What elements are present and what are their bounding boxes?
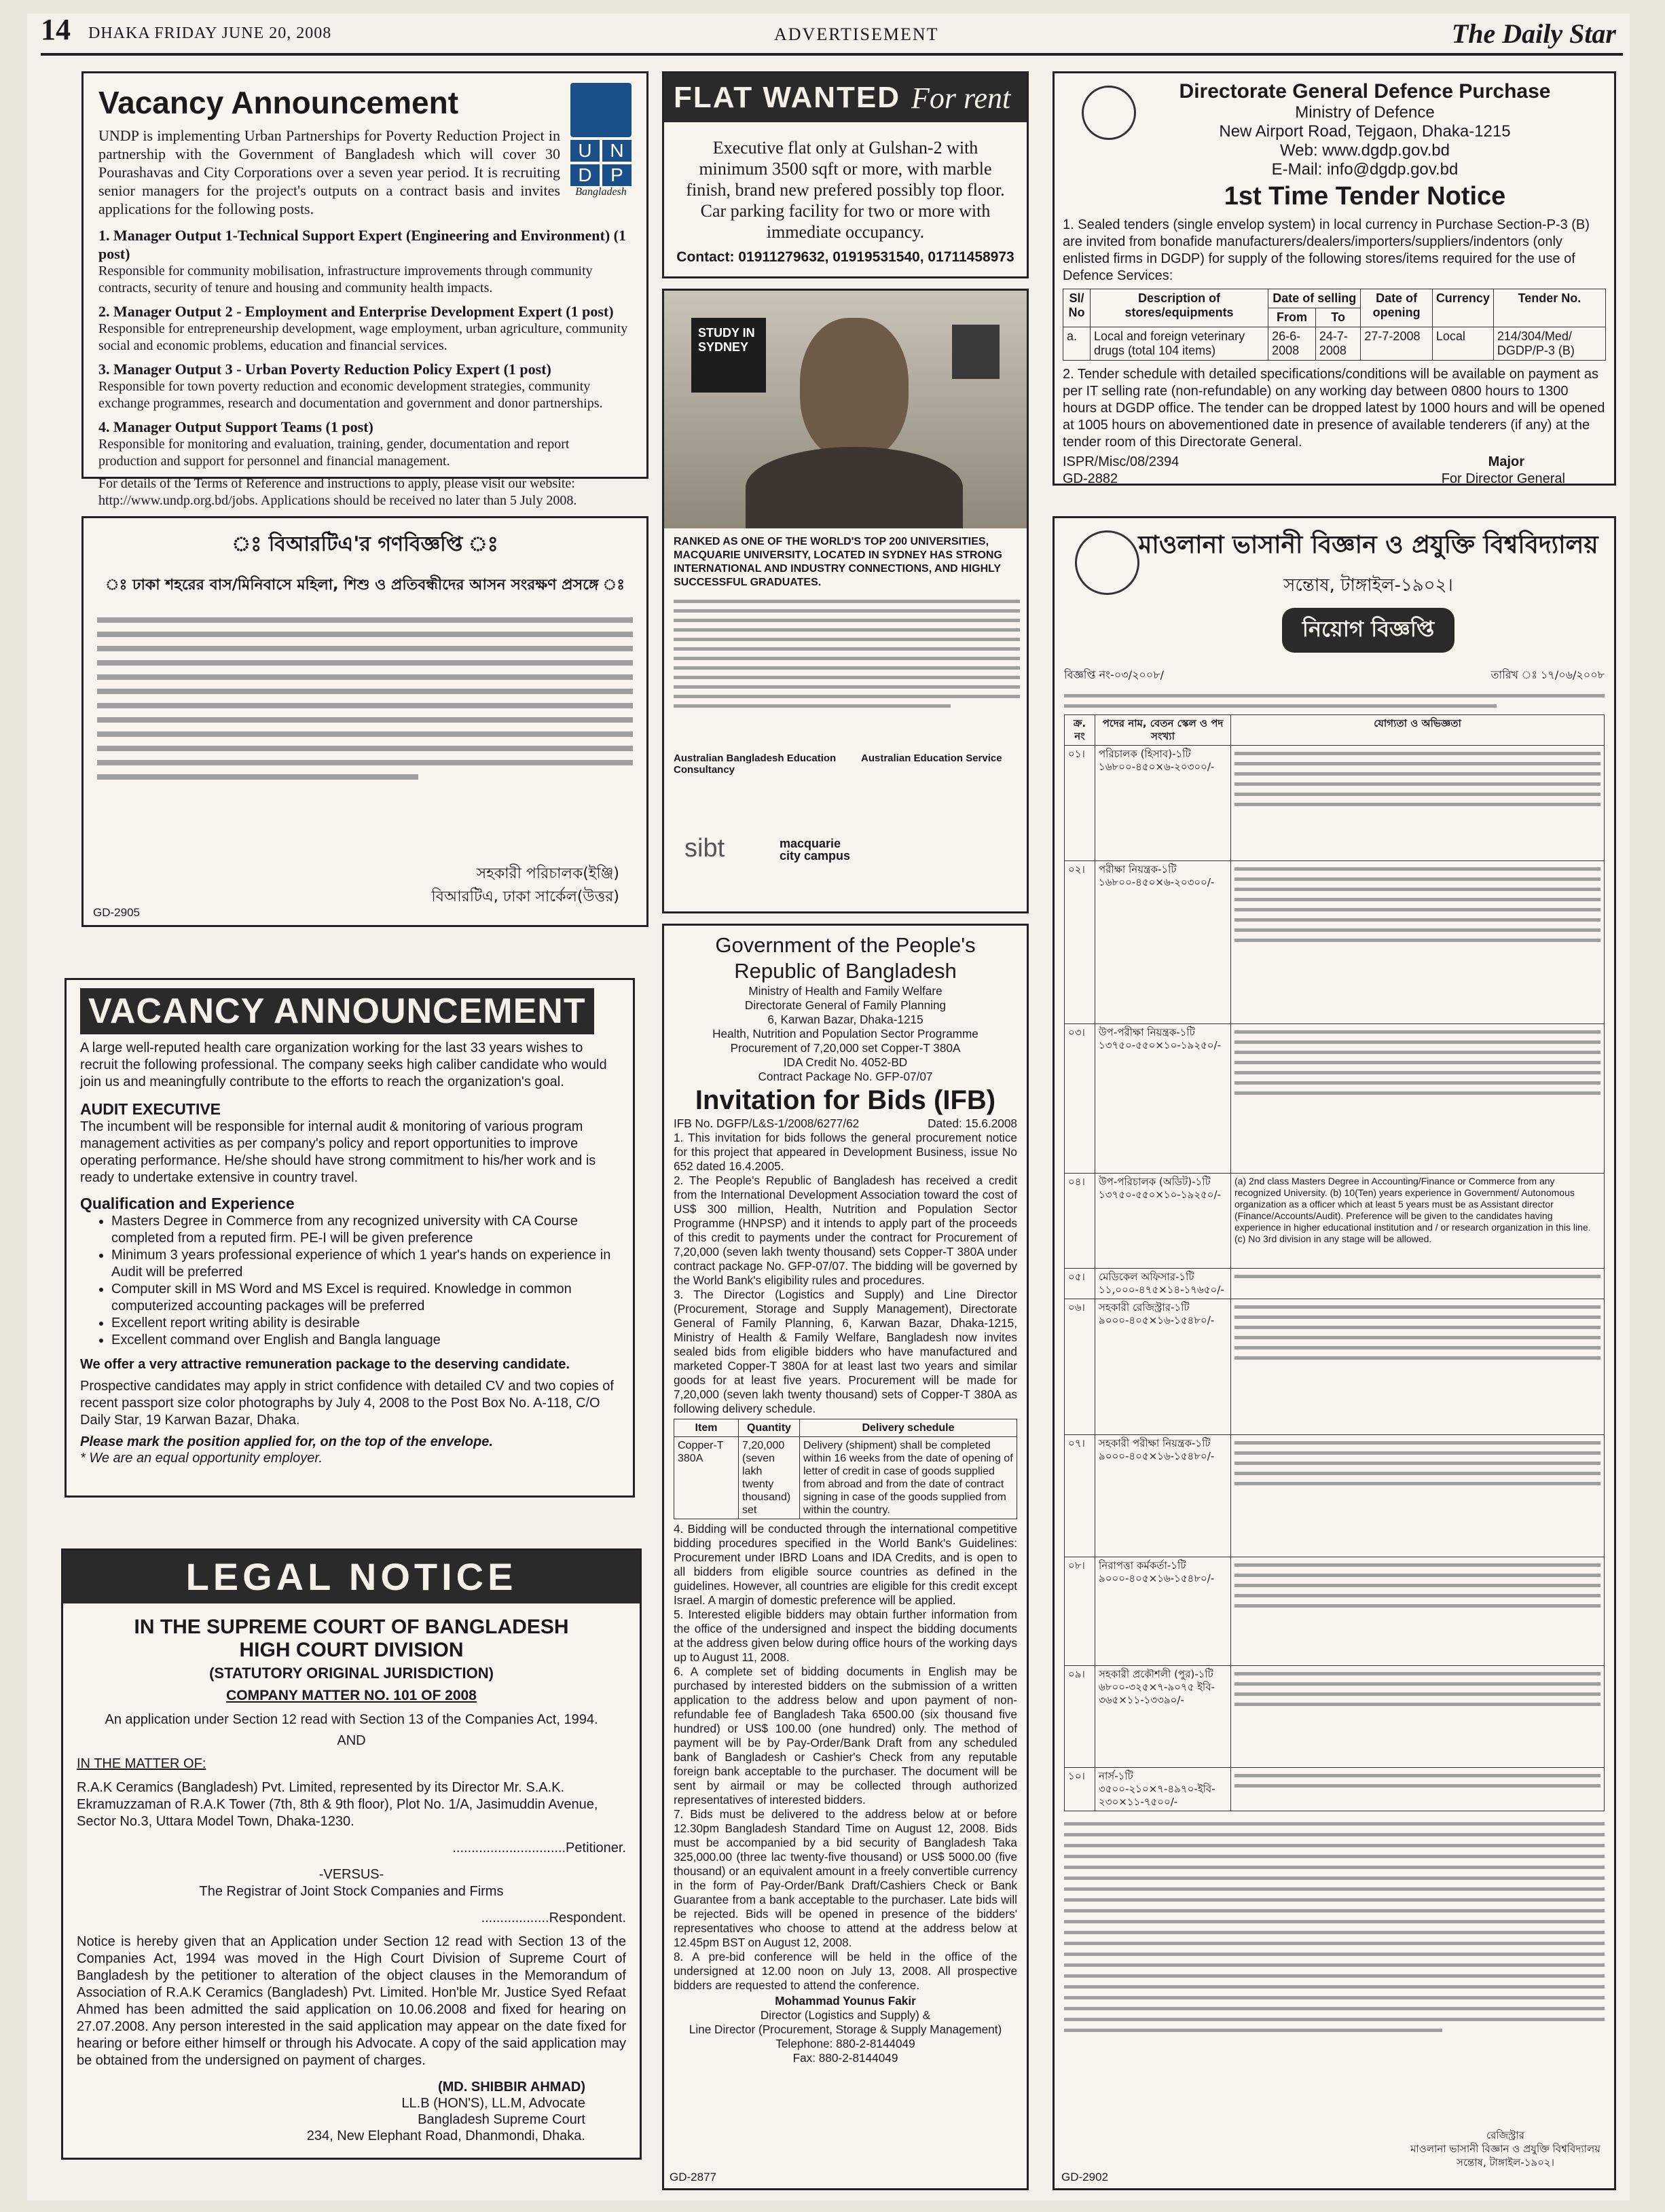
mbstu-notice: নিয়োগ বিজ্ঞপ্তি — [1302, 616, 1435, 642]
ifb-code: GD-2877 — [670, 2171, 716, 2183]
ifb-para: 5. Interested eligible bidders may obtain further information from the office of the undersigned and inspect the bidding documents at the address given below during office hours of the working days up to August 11, 2008. — [674, 1608, 1017, 1664]
advocate-court: Bangladesh Supreme Court — [418, 2112, 585, 2127]
vacancy2-quals — [80, 1213, 619, 1349]
ifb-dg: Directorate General of Family Planning — [744, 998, 947, 1012]
qual-item: • Masters Degree in Commerce from any recognized university with CA Course completed from a reputed firm. PE-I will be given preference — [111, 1213, 619, 1247]
mbstu-code: GD-2902 — [1061, 2171, 1108, 2183]
vacancy2-title: VACANCY ANNOUNCEMENT — [88, 992, 586, 1031]
legal-respondent-name: The Registrar of Joint Stock Companies and Firms — [199, 1884, 504, 1899]
ifb-ad — [662, 924, 1029, 2190]
brta-sign-2: বিআরটিএ, ঢাকা সার্কেল(উত্তর) — [431, 888, 619, 905]
dgdp-th: Sl/ No — [1063, 289, 1091, 327]
undp-post-desc: Responsible for entrepreneurship development, wage employment, urban agriculture, community social and economic problems, education and financial services. — [98, 321, 628, 353]
ifb-schedule-table — [674, 1419, 1017, 1519]
legal-and: AND — [337, 1733, 366, 1748]
mbstu-row-no: ০৩। — [1065, 1024, 1095, 1174]
legal-petitioner: ..............................Petitioner. — [452, 1841, 626, 1855]
macquarie-study-ad — [662, 289, 1029, 913]
vacancy2-equal: * We are an equal opportunity employer. — [80, 1451, 323, 1466]
mbstu-row-post: সহকারী পরীক্ষা নিয়ন্ত্রক-১টি ৯০০০-৪০৫×১৬-১৫৪৮০/- — [1095, 1435, 1231, 1557]
mbstu-name: মাওলানা ভাসানী বিজ্ঞান ও প্রযুক্তি বিশ্ববিদ্যালয় — [1138, 531, 1598, 559]
dgdp-tender-ad — [1053, 71, 1616, 486]
legal-court-1: IN THE SUPREME COURT OF BANGLADESH — [134, 1616, 569, 1638]
legal-versus: -VERSUS- — [318, 1867, 384, 1882]
dgdp-ref: ISPR/Misc/08/2394 — [1063, 454, 1179, 469]
legal-respondent: ..................Respondent. — [481, 1910, 626, 1925]
undp-post-desc: Responsible for community mobilisation, infrastructure improvements through community contracts, security of tenure and housing and community health impacts. — [98, 264, 593, 295]
mbstu-row-text — [1231, 1269, 1605, 1299]
ifb-para: 8. A pre-bid conference will be held in the office of the undersigned at 12.00 noon on July 13, 2008. All prospective bidders are requested to attend the conference. — [674, 1950, 1017, 1992]
page-header — [41, 12, 1623, 56]
study-badge — [691, 318, 766, 393]
dgdp-th: From — [1268, 308, 1316, 327]
vacancy2-role: AUDIT EXECUTIVE — [80, 1100, 221, 1118]
study-contact-right: Australian Education Service — [861, 753, 1002, 764]
mbstu-row-no: ০৪। — [1065, 1174, 1095, 1269]
legal-notice-body: Notice is hereby given that an Application under Section 12 read with Section 13 of the Companies Act, 1994 was moved in the High Court Division of Supreme Court of Bangladesh by the petitioner to alteration of the object clauses in the Memorandum of Association of R.A.K Ceramics (Bangladesh) Pvt. Limited. Hon'ble Mr. Justice Syed Refaat Ahmed has been admitted the said application on 10.06.2008 and fixed for hearing on 27.07.2008. Any person interested in the said application may appear on the date fixed for hearing or before either himself or through his Advocate. A copy of the said application may be obtained from the undersigned on payment of charges. — [77, 1934, 626, 2068]
mbstu-row-text — [1231, 1435, 1605, 1557]
ifb-th: Delivery schedule — [800, 1419, 1017, 1437]
vacancy2-intro: A large well-reputed health care organization working for the last 33 years wishes to recruit the following professional. The company seeks high caliber candidate who would join us and meaningfully contribute to the efforts to reach the organization's goal. — [80, 1040, 607, 1089]
mbstu-row-post: মেডিকেল অফিসার-১টি ১১,০০০-৪৭৫×১৪-১৭৬৫০/- — [1095, 1269, 1231, 1299]
dgdp-td: Local — [1432, 327, 1493, 361]
ifb-para: 3. The Director (Logistics and Supply) and Line Director (Procurement, Storage and Supply Management), Directorate General of Family Planning, 6, Karwan Bazar, Dhaka-1215, Ministry of Health & Family Welfare, Bangladesh now invites sealed bids from eligible bidders who have manufactured and marketed Copper-T 380A for at least last two years and similar goods for at least five years. Procurement will be made for 7,20,000 (seven lakh twenty thousand) sets of Copper-T 380A as following delivery schedule. — [674, 1288, 1017, 1415]
vacancy2-qual-title: Qualification and Experience — [80, 1195, 295, 1212]
mbstu-recruitment-ad — [1053, 516, 1616, 2190]
mbstu-row-text — [1231, 1299, 1605, 1435]
ifb-package: Contract Package No. GFP-07/07 — [758, 1070, 933, 1083]
dgdp-td: Local and foreign veterinary drugs (total 104 items) — [1091, 327, 1268, 361]
vacancy2-mark: Please mark the position applied for, on the top of the envelope. — [80, 1434, 493, 1449]
ifb-td: Copper-T 380A — [674, 1437, 739, 1519]
undp-post-title: 3. Manager Output 3 - Urban Poverty Reduction Policy Expert (1 post) — [98, 361, 551, 378]
dgdp-address: New Airport Road, Tejgaon, Dhaka-1215 — [1219, 122, 1511, 141]
undp-logo-letter: P — [602, 164, 632, 186]
qual-item: • Minimum 3 years professional experience of which 1 year's hands on experience in Audit will be preferred — [111, 1247, 619, 1281]
qual-item: • Excellent report writing ability is desirable — [111, 1315, 619, 1332]
dgdp-th: Tender No. — [1493, 289, 1605, 327]
mbstu-row-post: পরিচালক (হিসাব)-১টি ১৬৮০০-৪৫০×৬-২০৩০০/- — [1095, 746, 1231, 861]
mbstu-th: ক্র. নং — [1065, 715, 1095, 746]
mbstu-row-post: উপ-পরীক্ষা নিয়ন্ত্রক-১টি ১৩৭৫০-৫৫০×১০-১৯২৫০/- — [1095, 1024, 1231, 1174]
mbstu-row-text — [1231, 746, 1605, 861]
flat-subtitle: For rent — [911, 81, 1011, 115]
flat-wanted-ad — [662, 71, 1029, 278]
ifb-gov-2: Republic of Bangladesh — [734, 959, 957, 983]
mbstu-row-text — [1231, 1557, 1605, 1666]
ifb-gov-1: Government of the People's — [715, 933, 976, 957]
advocate-address: 234, New Elephant Road, Dhanmondi, Dhaka. — [306, 2128, 585, 2143]
mbstu-row-post: পরীক্ষা নিয়ন্ত্রক-১টি ১৬৮০০-৪৫০×৬-২০৩০০/- — [1095, 861, 1231, 1024]
brta-code: GD-2905 — [93, 906, 140, 919]
legal-party: R.A.K Ceramics (Bangladesh) Pvt. Limited, represented by its Director Mr. S.A.K. Ekramuzzaman of R.A.K Tower (7th, 8th & 9th floor), Plot No. 1/A, Jasimuddin Avenue, Sector No.3, Uttara Model Town, Dhaka-1230. — [77, 1780, 598, 1829]
brta-notice-ad — [81, 516, 648, 927]
brta-title: ঃ বিআরটিএ'র গণবিজ্ঞপ্তি ঃ — [232, 532, 498, 556]
advocate-degree: LL.B (HON'S), LL.M, Advocate — [401, 2096, 585, 2111]
ifb-th: Item — [674, 1419, 739, 1437]
dateline: DHAKA FRIDAY JUNE 20, 2008 — [88, 24, 332, 42]
dgdp-th: Date of opening — [1361, 289, 1432, 327]
qual-item: • Excellent command over English and Bangla language — [111, 1332, 619, 1349]
mbstu-th: পদের নাম, বেতন স্কেল ও পদ সংখ্যা — [1095, 715, 1231, 746]
dgdp-notice-title: 1st Time Tender Notice — [1224, 182, 1506, 211]
dgdp-th: Currency — [1432, 289, 1493, 327]
ifb-sign-title: Line Director (Procurement, Storage & Supply Management) — [689, 2023, 1002, 2036]
undp-title: Vacancy Announcement — [98, 85, 459, 120]
brta-body-lines — [97, 617, 633, 780]
mbstu-sign-2: মাওলানা ভাসানী বিজ্ঞান ও প্রযুক্তি বিশ্ববিদ্যালয় — [1410, 2143, 1600, 2155]
mbstu-row-post: সহকারী রেজিস্ট্রার-১টি ৯০০০-৪০৫×১৬-১৫৪৮০/- — [1095, 1299, 1231, 1435]
vacancy2-apply: Prospective candidates may apply in strict confidence with detailed CV and two copies of recent passport size color photographs by July 4, 2008 to the Post Box No. A-118, C/O Daily Star, 19 Karwan Bazar, Dhaka. — [80, 1379, 614, 1428]
mbstu-row-post: উপ-পরিচালক (অডিট)-১টি ১৩৭৫০-৫৫০×১০-১৯২৫০/- — [1095, 1174, 1231, 1269]
dgdp-td: 24-7-2008 — [1315, 327, 1361, 361]
undp-logo — [570, 83, 632, 198]
mbstu-emblem-icon — [1075, 530, 1139, 595]
undp-logo-letter: U — [570, 140, 600, 162]
mbstu-row-no: ১০। — [1065, 1768, 1095, 1811]
ifb-para: 1. This invitation for bids follows the general procurement notice for this project that appeared in Development Business, issue No 652 dated 16.4.2005. — [674, 1131, 1017, 1173]
undp-post-title: 2. Manager Output 2 - Employment and Enterprise Development Expert (1 post) — [98, 303, 614, 320]
dgdp-sign-for: For Director General — [1441, 471, 1565, 486]
vacancy2-offer: We offer a very attractive remuneration package to the deserving candidate. — [80, 1357, 570, 1372]
mbstu-row-no: ০২। — [1065, 861, 1095, 1024]
undp-intro: UNDP is implementing Urban Partnerships for Poverty Reduction Project in partnership with the Government of Bangladesh which will cover 30 Pourashavas and City Corporations over a seven year period. It is recruiting senior managers for the project's outputs on a contract basis and invites applications for the following posts. — [98, 127, 560, 217]
mbstu-address: সন্তোষ, টাঙ্গাইল-১৯০২। — [1283, 575, 1453, 596]
macquarie-city-campus-logo: macquarie city campus — [780, 837, 851, 863]
mbstu-row-no: ০৬। — [1065, 1299, 1095, 1435]
legal-in-matter: IN THE MATTER OF: — [77, 1756, 206, 1771]
advocate-name: (MD. SHIBBIR AHMAD) — [437, 2080, 585, 2095]
legal-court-2: HIGH COURT DIVISION — [239, 1639, 464, 1661]
dgdp-email[interactable]: E-Mail: info@dgdp.gov.bd — [1271, 160, 1459, 179]
dgdp-td: 26-6-2008 — [1268, 327, 1316, 361]
ifb-procurement: Procurement of 7,20,000 set Copper-T 380A — [730, 1041, 961, 1055]
undp-post-title: 4. Manager Output Support Teams (1 post) — [98, 418, 373, 435]
vacancy2-banner — [80, 988, 594, 1034]
mbstu-row-no: ০১। — [1065, 746, 1095, 861]
brta-sign-1: সহকারী পরিচালক(ইঞ্জি) — [476, 865, 619, 882]
dgdp-sign-rank: Major — [1488, 454, 1524, 469]
sibt-logo: sibt — [684, 834, 725, 863]
legal-matter: COMPANY MATTER NO. 101 OF 2008 — [226, 1688, 477, 1703]
mbstu-row-post: নিরাপত্তা কর্মকর্তা-১টি ৯০০০-৪০৫×১৬-১৫৪৮০/- — [1095, 1557, 1231, 1666]
ifb-programme: Health, Nutrition and Population Sector Programme — [712, 1027, 978, 1040]
mbstu-row-post: সহকারী প্রকৌশলী (পুর)-১টি ৬৮০০-৩২৫×৭-৯০৭৫ ইবি- ৩৬৫×১১-১৩৩৯০/- — [1095, 1666, 1231, 1768]
mbstu-row-text — [1231, 1024, 1605, 1174]
ifb-para: 6. A complete set of bidding documents in English may be purchased by interested bidders on the submission of a written application to the address below and upon payment of non-refundable fee of Bangladesh Taka 6500.00 (six thousand five hundred) or US$ 100.00 (one hundred) only. The method of payment will be by Pay-Order/Bank Draft from any scheduled bank of Bangladesh or Cashier's Check from any reputable foreign bank acceptable to the purchaser. The document will be sent by airmail or may be collected through authorized representatives of interested bidders. — [674, 1665, 1017, 1807]
undp-logo-letter: N — [602, 140, 632, 162]
mbstu-th: যোগ্যতা ও অভিজ্ঞতা — [1231, 715, 1605, 746]
ifb-ref: IFB No. DGFP/L&S-1/2008/6277/62 — [674, 1117, 860, 1130]
undp-footer: For details of the Terms of Reference and instructions to apply, please visit our website: http://www.undp.org.bd/jobs. Applications should be received no later than 5 July 2008. — [98, 476, 577, 508]
mbstu-row-text: (a) 2nd class Masters Degree in Accounting/Finance or Commerce from any recognized University. (b) 10(Ten) years experience in Government/ Autonomous organization as a officer which at least 5 years must be as Assistant director (Finance/Accounts/Audit). Preference will be given to the candidates having experience in higher educational institution and / or research organization in this line. (c) No 3rd division in any stage will be allowed. — [1231, 1174, 1605, 1269]
dgdp-web[interactable]: Web: www.dgdp.gov.bd — [1280, 141, 1450, 160]
dgdp-th: Date of selling — [1268, 289, 1361, 308]
mbstu-row-no: ০৯। — [1065, 1666, 1095, 1768]
mbstu-row-text — [1231, 861, 1605, 1024]
flat-banner — [664, 73, 1027, 122]
page-number: 14 — [41, 13, 71, 46]
legal-banner — [63, 1551, 640, 1603]
dgdp-para-1: 1. Sealed tenders (single envelop system) in local currency in Purchase Section-P-3 (B) are invited from bonafide manufacturers/dealers/importers/suppliers/indentors (only enlisted firms in DGDP) for supply of the following stores/items required for the use of Defence Services: — [1063, 217, 1590, 283]
ifb-title: Invitation for Bids (IFB) — [695, 1085, 996, 1115]
mbstu-sign-1: রেজিস্ট্রার — [1486, 2129, 1525, 2141]
undp-logo-letter: D — [570, 164, 600, 186]
flat-title: FLAT WANTED — [674, 81, 901, 114]
ifb-sign-name: Mohammad Younus Fakir — [775, 1994, 916, 2008]
dgdp-td: 214/304/Med/ DGDP/P-3 (B) — [1493, 327, 1605, 361]
section-name: ADVERTISEMENT — [774, 24, 939, 44]
ifb-td: Delivery (shipment) shall be completed within 16 weeks from the date of opening of letter of credit in case of goods supplied from abroad and from the date of contract signing in case of the goods supplied from within the country. — [800, 1437, 1017, 1519]
study-body-lines — [674, 600, 1020, 714]
dgdp-td: a. — [1063, 327, 1091, 361]
qual-item: • Computer skill in MS Word and MS Excel is required. Knowledge in common computerized accounting packages will be preferred — [111, 1281, 619, 1315]
undp-post-desc: Responsible for town poverty reduction and economic development strategies, community exchange programmes, research and documentation and government and donor partnerships. — [98, 379, 603, 411]
ifb-td: 7,20,000 (seven lakh twenty thousand) set — [739, 1437, 800, 1519]
mbstu-row-text — [1231, 1666, 1605, 1768]
ifb-ministry: Ministry of Health and Family Welfare — [748, 984, 943, 998]
legal-jurisdiction: (STATUTORY ORIGINAL JURISDICTION) — [209, 1665, 494, 1682]
dgdp-th: To — [1315, 308, 1361, 327]
dgdp-ministry: Ministry of Defence — [1295, 103, 1435, 122]
dgdp-org: Directorate General Defence Purchase — [1179, 80, 1551, 103]
flat-contact: Contact: 01911279632, 01919531540, 01711458973 — [676, 249, 1014, 265]
study-contact-left: Australian Bangladesh Education Consultancy — [674, 753, 837, 776]
dgdp-para-2: 2. Tender schedule with detailed specifications/conditions will be available on payment as per IT selling rate (non-refundable) on any working day between 0800 hours to 1300 hours at DGDP office. The tender can be dropped latest by 1000 hours and will be opened at 1005 hours on abovementioned date in presence of available tenderers (if any) at the tender room of this Directorate General. — [1063, 367, 1605, 450]
ifb-address: 6, Karwan Bazar, Dhaka-1215 — [767, 1013, 923, 1026]
ifb-credit: IDA Credit No. 4052-BD — [783, 1055, 908, 1069]
ifb-dated: Dated: 15.6.2008 — [928, 1117, 1017, 1130]
ifb-para: 4. Bidding will be conducted through the international competitive bidding procedures specified in the World Bank's Guidelines: Procurement under IBRD Loans and IDA Credits, and is open to all bidders from eligible source countries as defined in the guidelines. However, all countries are eligible for this credit except Israel. A margin of domestic preference will be applied. — [674, 1522, 1017, 1607]
study-badge-line-1: STUDY IN — [698, 326, 755, 340]
mbstu-ref: বিজ্ঞপ্তি নং-০৩/২০০৮/ — [1064, 668, 1164, 681]
ifb-sign-title: Director (Logistics and Supply) & — [760, 2008, 931, 2022]
study-headline: RANKED AS ONE OF THE WORLD'S TOP 200 UNIVERSITIES, MACQUARIE UNIVERSITY, LOCATED IN SYDNEY HAS STRONG INTERNATIONAL AND INDUSTRY CONNECTIONS, AND HIGHLY SUCCESSFUL GRADUATES. — [674, 536, 1002, 588]
mbstu-terms-lines — [1064, 1822, 1605, 2032]
brta-subtitle: ঃ ঢাকা শহরের বাস/মিনিবাসে মহিলা, শিশু ও প্রতিবন্ধীদের আসন সংরক্ষণ প্রসঙ্গে ঃ — [105, 577, 625, 594]
mbstu-row-no: ০৭। — [1065, 1435, 1095, 1557]
mbstu-intro-lines — [1064, 694, 1605, 708]
dgdp-table — [1063, 289, 1606, 361]
undp-vacancy-ad — [81, 71, 648, 508]
vacancy2-role-desc: The incumbent will be responsible for internal audit & monitoring of various program management activities as per company's policy and report opportunities to improve operating performance. He/she should have strong commitment to his/her work and is ready to undertake extensive in country travel. — [80, 1119, 596, 1185]
ifb-phone: Telephone: 880-2-8144049 — [775, 2037, 915, 2050]
mbstu-sign-3: সন্তোষ, টাঙ্গাইল-১৯০২। — [1457, 2156, 1555, 2169]
macquarie-logo-icon — [952, 325, 1000, 379]
ifb-para: 7. Bids must be delivered to the address below at or before 12.30pm Bangladesh Standard Time on August 12, 2008. Bids must be accompanied by a bid security of Bangladesh Taka 325,000.00 (three lac twenty-five thousand) or US$ 5000.00 (five thousand) or an equivalent amount in a freely convertible currency in the form of Pay-Order/Bank Draft/Cashiers Check or Bank Guarantee from a bank acceptable to the purchaser. Late bids will be rejected. Bids will be opened in presence of the bidders' representatives who choose to attend at the address below at 12.45pm BST on August 12, 2008. — [674, 1807, 1017, 1949]
ifb-th: Quantity — [739, 1419, 800, 1437]
mbstu-table — [1064, 714, 1605, 1811]
dgdp-emblem-icon — [1082, 86, 1136, 140]
dgdp-code: GD-2882 — [1063, 471, 1118, 486]
audit-vacancy-ad — [65, 978, 635, 1498]
flat-body: Executive flat only at Gulshan-2 with minimum 3500 sqft or more, with marble finish, brand new prefered possibly top floor. Car parking facility for two or more with immediate occupancy. — [686, 138, 1005, 242]
ifb-para: 2. The People's Republic of Bangladesh has received a credit from the International Development Association toward the cost of US$ 300 million, Health, Nutrition and Population Sector Programme (HNPSP) and it intends to apply part of the proceeds of this credit to payments under the contract for Procurement of 7,20,000 (seven lakh twenty thousand) sets Copper-T 380A under contract package No. GFP-07/07. The bidding will be governed by the World Bank's eligibility rules and procedures. — [674, 1174, 1017, 1287]
undp-post-title: 1. Manager Output 1-Technical Support Expert (Engineering and Environment) (1 post) — [98, 227, 626, 262]
legal-notice-ad — [61, 1548, 642, 2160]
study-badge-line-2: SYDNEY — [698, 340, 749, 354]
mbstu-row-post: নার্স-১টি ৩৫০০-২১০×৭-৪৯৭০-ইবি- ২৩০×১১-৭৫০০/- — [1095, 1768, 1231, 1811]
legal-app: An application under Section 12 read with Section 13 of the Companies Act, 1994. — [105, 1712, 598, 1727]
dgdp-td: 27-7-2008 — [1361, 327, 1432, 361]
mbstu-row-no: ০৮। — [1065, 1557, 1095, 1666]
mbstu-date: তারিখ ঃ ১৭/০৬/২০০৮ — [1490, 668, 1605, 681]
undp-logo-caption: Bangladesh — [575, 186, 627, 198]
legal-title: LEGAL NOTICE — [185, 1555, 517, 1598]
masthead: The Daily Star — [1451, 18, 1616, 49]
undp-post-desc: Responsible for monitoring and evaluation, training, gender, documentation and report production and support for personnel and financial management. — [98, 437, 570, 469]
mbstu-row-text — [1231, 1768, 1605, 1811]
ifb-fax: Fax: 880-2-8144049 — [792, 2051, 898, 2065]
mbstu-notice-badge — [1282, 608, 1454, 653]
dgdp-th: Description of stores/equipments — [1091, 289, 1268, 327]
mbstu-row-no: ০৫। — [1065, 1269, 1095, 1299]
